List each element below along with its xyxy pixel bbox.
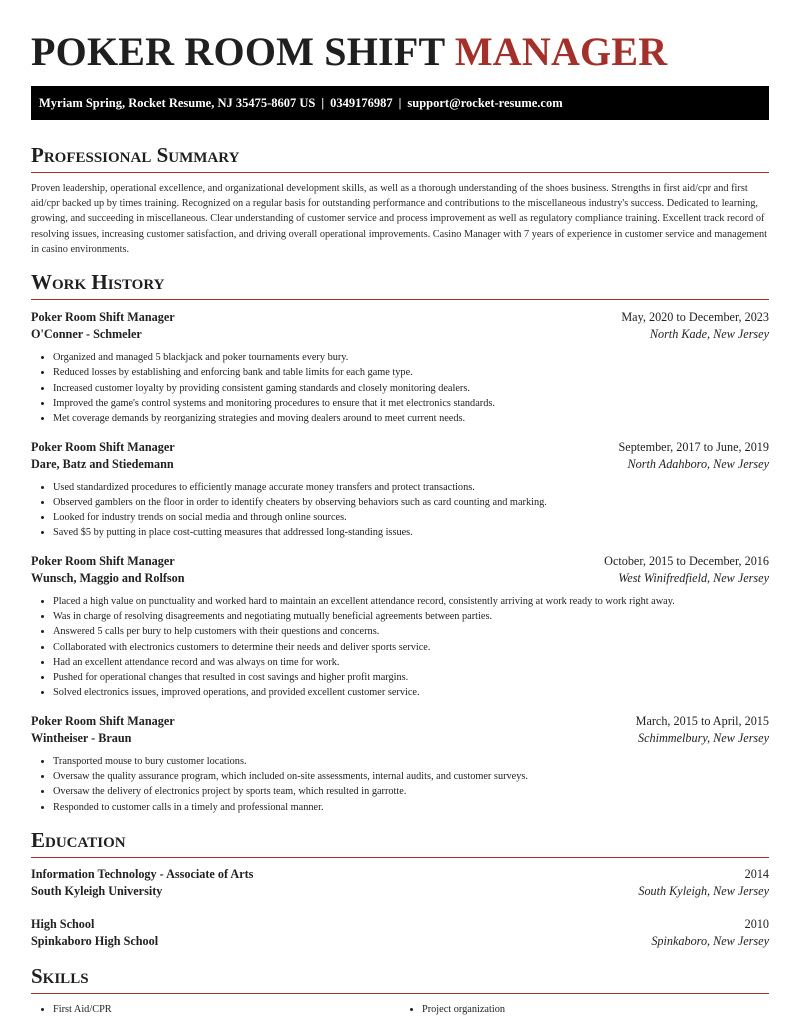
job-bullets	[31, 754, 769, 815]
skills-section	[31, 963, 769, 1017]
job-location: Schimmelbury, New Jersey	[638, 730, 769, 745]
job-bullet: • Pushed for operational changes that resulted in cost savings and higher profit margins.	[53, 670, 769, 685]
job-bullet: • Answered 5 calls per bury to help customers with their questions and concerns.	[53, 624, 769, 639]
skills-grid	[31, 1002, 769, 1017]
summary-text: Proven leadership, operational excellence, and organizational development skills, as well as a thorough understanding of the shoes business. Strengths in first aid/cpr and first aid/cpr backed up by times training. Recognized on a regular basis for outstanding performance and contributions to the miscellaneous industry's success. Dedicated to learning, growing, and succeeding in miscellaneous. Clear understanding of customer service and process improvement as well as regulatory compliance training. Excellent track record of resolving issues, increasing customer satisfaction, and driving overall operational improvements. Casino Manager with 7 years of experience in customer service and management in casino environments.	[31, 183, 768, 255]
contact-phone: 0349176987	[330, 96, 393, 110]
job-bullet: • Organized and managed 5 blackjack and poker tournaments every bury.	[53, 350, 769, 365]
skill-item: • First Aid/CPR	[53, 1002, 400, 1017]
job-company: Wintheiser - Braun	[31, 730, 132, 745]
summary-section	[31, 142, 769, 257]
skill-item: • Project organization	[422, 1002, 769, 1017]
job-bullet: • Oversaw the delivery of electronics project by sports team, which resulted in garrotte.	[53, 784, 769, 799]
job-dates: September, 2017 to June, 2019	[618, 439, 769, 454]
job-location: West Winifredfield, New Jersey	[618, 570, 769, 585]
job-entry	[31, 713, 769, 815]
job-title: Poker Room Shift Manager	[31, 439, 175, 454]
job-dates: May, 2020 to December, 2023	[621, 310, 769, 325]
education-degree: Information Technology - Associate of Arts	[31, 866, 254, 881]
job-bullet: • Used standardized procedures to efficiently manage accurate money transfers and protect transactions.	[53, 480, 769, 495]
job-bullet: • Was in charge of resolving disagreements and negotiating mutually beneficial agreements between parties.	[53, 609, 769, 624]
job-title: Poker Room Shift Manager	[31, 553, 175, 568]
job-bullet: • Placed a high value on punctuality and worked hard to maintain an excellent attendance record, consistently arriving at work ready to work right away.	[53, 594, 769, 609]
job-bullet: • Responded to customer calls in a timely and professional manner.	[53, 800, 769, 815]
job-bullets	[31, 480, 769, 541]
job-bullet: • Collaborated with electronics customers to determine their needs and deliver sports service.	[53, 640, 769, 655]
job-bullet: • Oversaw the quality assurance program, which included on-site assessments, internal audits, and customer surveys.	[53, 769, 769, 784]
education-entry	[31, 866, 769, 900]
job-bullet: • Improved the game's control systems and monitoring procedures to ensure that it met electronics standards.	[53, 396, 769, 411]
job-location: North Kade, New Jersey	[649, 327, 769, 342]
contact-bar	[31, 86, 769, 120]
page-title	[31, 31, 769, 73]
education-year: 2014	[744, 866, 769, 881]
job-entry	[31, 309, 769, 426]
education-location: South Kyleigh, New Jersey	[638, 883, 769, 898]
job-dates: March, 2015 to April, 2015	[635, 713, 769, 728]
contact-separator: |	[398, 96, 402, 110]
job-bullet: • Transported mouse to bury customer locations.	[53, 754, 769, 769]
job-title: Poker Room Shift Manager	[31, 713, 175, 728]
job-bullet: • Had an excellent attendance record and was always on time for work.	[53, 655, 769, 670]
education-location: Spinkaboro, New Jersey	[651, 933, 769, 948]
resume-page	[31, 0, 769, 1017]
work-history-section	[31, 269, 769, 815]
job-company: Wunsch, Maggio and Rolfson	[31, 570, 185, 585]
education-heading: Education	[31, 827, 769, 858]
contact-address: Myriam Spring, Rocket Resume, NJ 35475-8607 US	[39, 96, 316, 110]
job-company: Dare, Batz and Stiedemann	[31, 456, 174, 471]
job-bullet: • Saved $5 by putting in place cost-cutting measures that addressed long-standing issues.	[53, 525, 769, 540]
job-company: O'Conner - Schmeler	[31, 327, 142, 342]
work-history-heading: Work History	[31, 269, 769, 300]
contact-separator: |	[321, 96, 325, 110]
job-title: Poker Room Shift Manager	[31, 310, 175, 325]
title-main: POKER ROOM SHIFT	[31, 29, 445, 74]
education-entry	[31, 916, 769, 950]
education-year: 2010	[744, 916, 769, 931]
skills-column-right	[400, 1002, 769, 1017]
job-bullets	[31, 350, 769, 426]
job-bullets	[31, 594, 769, 701]
title-accent: MANAGER	[454, 29, 668, 74]
job-location: North Adahboro, New Jersey	[627, 456, 769, 471]
job-entry	[31, 439, 769, 541]
job-bullet: • Met coverage demands by reorganizing strategies and moving dealers around to meet current needs.	[53, 411, 769, 426]
education-school: Spinkaboro High School	[31, 933, 159, 948]
skills-column-left	[31, 1002, 400, 1017]
contact-email[interactable]: support@rocket-resume.com	[407, 96, 563, 110]
job-bullet: • Increased customer loyalty by providing consistent gaming standards and closely monitoring dealers.	[53, 381, 769, 396]
job-bullet: • Solved electronics issues, improved operations, and provided excellent customer service.	[53, 685, 769, 700]
education-section	[31, 827, 769, 950]
job-bullet: • Reduced losses by establishing and enforcing bank and table limits for each game type.	[53, 365, 769, 380]
education-degree: High School	[31, 916, 95, 931]
summary-heading: Professional Summary	[31, 142, 769, 173]
skills-heading: Skills	[31, 963, 769, 994]
job-entry	[31, 553, 769, 701]
job-bullet: • Looked for industry trends on social media and through online sources.	[53, 510, 769, 525]
job-dates: October, 2015 to December, 2016	[604, 553, 769, 568]
education-school: South Kyleigh University	[31, 883, 163, 898]
job-bullet: • Observed gamblers on the floor in order to identify cheaters by observing behaviors such as card counting and marking.	[53, 495, 769, 510]
